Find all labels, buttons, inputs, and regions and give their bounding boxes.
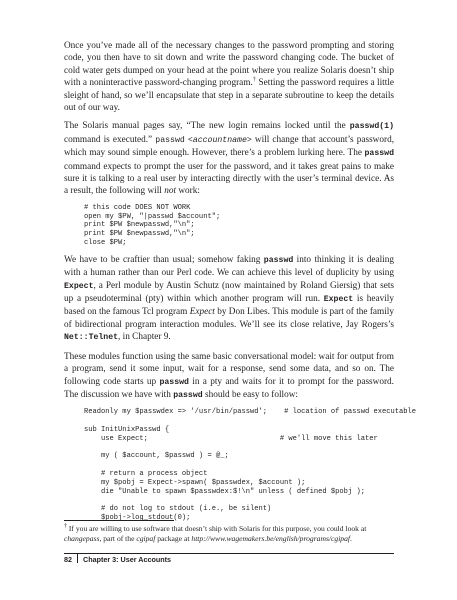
code-line [84,417,394,426]
inline-code: passwd [159,377,189,387]
code-line: # do not log to stdout (i.e., be silent) [84,505,272,514]
emphasis: Expect [189,307,215,318]
footnote-link[interactable]: http://www.wagemakers.be/english/programs/cgipaf [191,533,351,543]
code-line [84,461,394,470]
paragraph-expect [64,254,394,345]
footnote [64,524,394,543]
text-run: , a Perl module by Austin Schutz (now maintained by Roland Giersig) that sets up a pseudoterminal (pty) within which another program will run. [64,280,394,305]
text-run: should be easy to follow: [202,389,298,400]
text-run: package at [155,533,192,543]
code-line [84,444,394,453]
code-line: use Expect; # we'll move this later [84,434,378,443]
text-run: Once you’ve made all of the necessary changes to the password prompting and storing code, you then have to sit down and write the password changing code. The bucket of cold water gets dumped on your head at the point where you realize Solaris doesn’t ship with a noninteractive password-changing program. [64,41,394,89]
page-footer [64,554,394,566]
inline-code: passwd [364,149,394,159]
footnote-dagger: † [64,523,67,530]
text-run: , in Chapter 9. [118,332,171,343]
inline-code: Net::Telnet [64,333,119,343]
inline-code: passwd [155,135,185,145]
code-line: # return a process object [84,469,208,478]
code-line: Readonly my $passwdex => '/usr/bin/passwd'; # location of passwd executable [84,408,417,417]
inline-code: Expect [323,295,354,305]
text-run: These modules function using the same basic conversational model: wait for output from a program, send it some input, wait for a response, send some data, and so on. The following code starts up [64,351,394,387]
code-line [84,496,394,505]
paragraph-intro [64,40,394,114]
emphasis: cgipaf [136,533,156,543]
footer-divider [77,554,78,563]
footer-rule [64,553,394,554]
chapter-title: Chapter 3: User Accounts [83,555,172,564]
text-run: is heavily based on the famous Tcl program [64,294,394,318]
code-line: die "Unable to spawn $passwdex:$!\n" unless ( defined $pobj ); [84,487,365,496]
text-run: We have to be craftier than usual; somehow faking [64,254,264,265]
inline-code: passwd [173,390,203,400]
paragraph-conversational-model [64,351,394,403]
text-run: will change that account’s password, which may sound simple enough. However, there’s a problem lurking here. The [64,134,395,159]
footnote-rule [64,520,174,521]
text-run: Setting the password requires a little sleight of hand, so we’ll encapsulate that step in a separate subroutine to keep the details out of our way. [64,78,394,114]
page-body [64,40,417,529]
text-run: If you are willing to use software that doesn’t ship with Solaris for this purpose, you could look at [67,524,367,533]
inline-code: Expect [64,281,94,291]
text-run: into thinking it is dealing with a human rather than our Perl code. We can achieve this level of duplicity by using [64,254,394,279]
text-run: by Don Libes. This module is part of the family of bidirectional program interaction modules. We’ll see its close relative, Jay Rogers’s [64,307,394,330]
text-run: . [350,533,352,543]
inline-code-arg: <accountname> [187,135,252,145]
inline-code: passwd(1) [349,122,394,132]
paragraph-manual-pages [64,120,394,197]
text-run: , part of the [99,533,137,543]
text-run: command is executed.” [64,134,156,145]
code-block-init-unix-passwd [64,408,417,522]
code-line: my ( $account, $passwd ) = @_; [84,452,229,461]
emphasis: not [164,186,177,197]
code-line: sub InitUnixPasswd { [84,425,170,434]
text-run: work: [176,186,200,197]
code-line: my $pobj = Expect->spawn( $passwdex, $account ); [84,478,306,487]
code-block-does-not-work: # this code DOES NOT WORK open my $PW, "|passwd $account"; print $PW $newpasswd,"\n"; print $PW $newpasswd,"\n"; close $PW; [84,203,221,248]
inline-code: passwd [263,255,294,265]
text-run: The Solaris manual pages say, “The new login remains locked until the [64,121,350,132]
footnote-marker[interactable]: † [252,77,257,84]
page-number: 82 [64,555,72,564]
code-line: $pobj->log_stdout(0); [84,513,191,522]
emphasis: changepass [64,533,100,543]
text-run: in a pty and waits for it to prompt for the password. The discussion we have with [64,376,394,400]
text-run: command expects to prompt the user for the password, and it takes great pains to make sure it is talking to a real user by interacting directly with the user’s terminal device. As a result, the following will [64,161,394,197]
